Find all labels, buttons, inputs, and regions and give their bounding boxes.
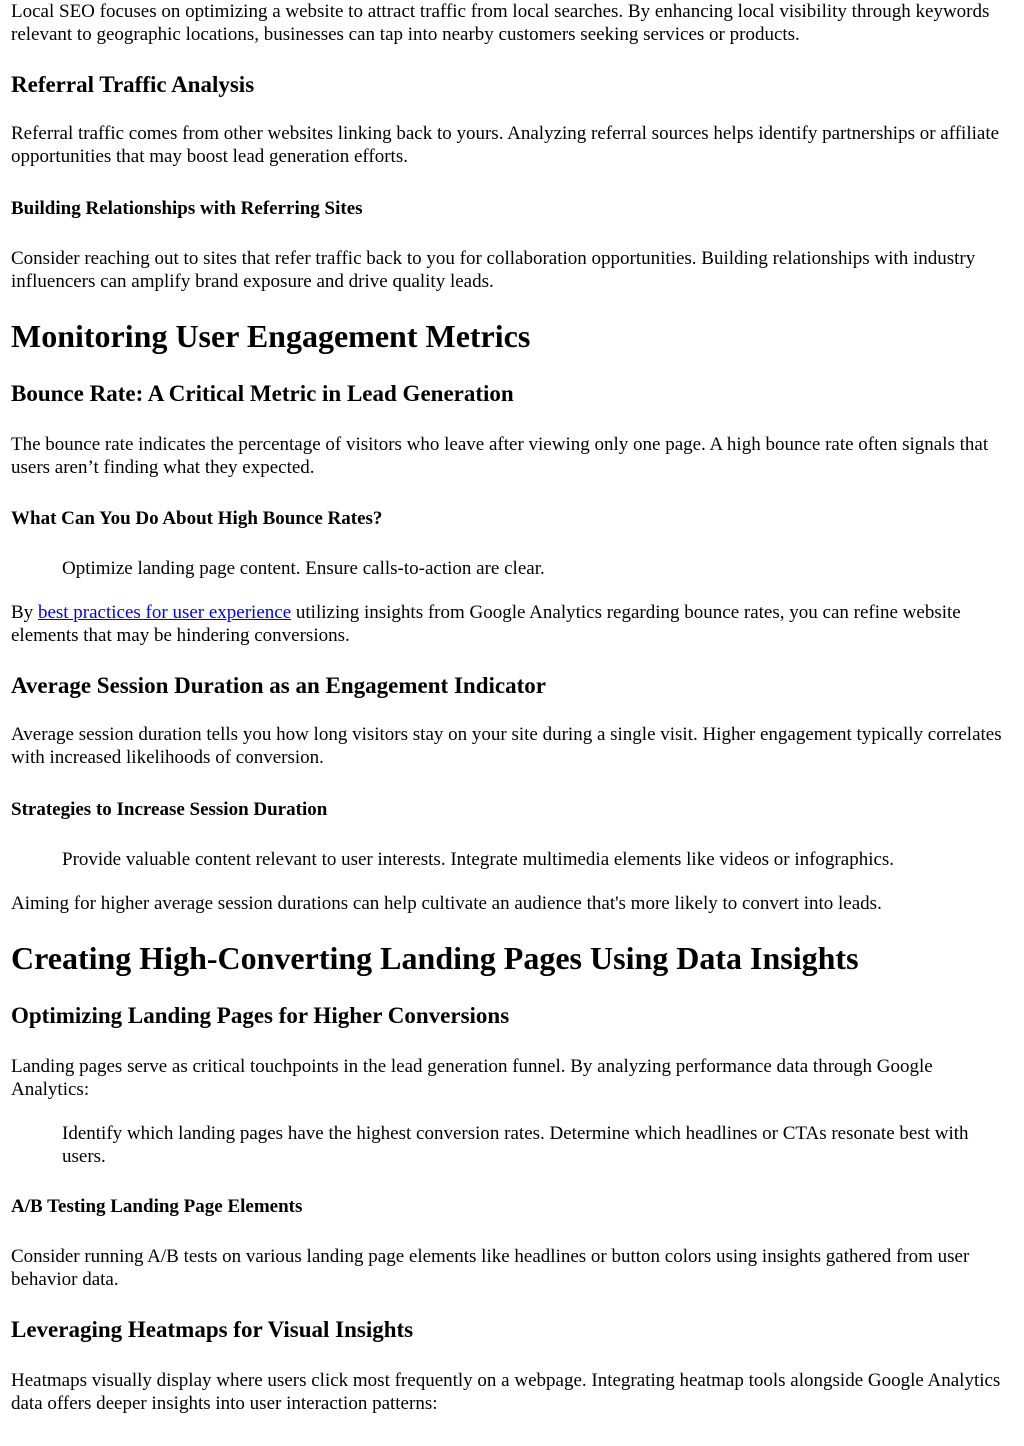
blockquote-bounce-tips: Optimize landing page content. Ensure calls-to-action are clear. xyxy=(62,558,545,579)
heading-user-engagement: Monitoring User Engagement Metrics xyxy=(11,318,531,354)
paragraph-landing-pages: Landing pages serve as critical touchpoints in the lead generation funnel. By analyzing performance data through Google Analytics: xyxy=(11,1056,933,1100)
paragraph-local-seo: Local SEO focuses on optimizing a website to attract traffic from local searches. By enhancing local visibility through keywords relevant to geographic locations, businesses can tap into nearby customers seeking services or products. xyxy=(11,1,990,45)
heading-session-duration: Average Session Duration as an Engagement Indicator xyxy=(11,673,546,698)
paragraph-aiming-higher: Aiming for higher average session durations can help cultivate an audience that's more likely to convert into leads. xyxy=(11,893,882,914)
heading-session-strategies: Strategies to Increase Session Duration xyxy=(11,799,328,820)
paragraph-building-relationships: Consider reaching out to sites that refer traffic back to you for collaboration opportunities. Building relationships with industry influencers can amplify brand exposure and drive quality leads. xyxy=(11,248,976,292)
paragraph-best-practices-suffix: utilizing insights from Google Analytics regarding bounce rates, you can refine website elements that may be hindering conversions. xyxy=(11,602,961,646)
paragraph-bounce-rate: The bounce rate indicates the percentage of visitors who leave after viewing only one page. A high bounce rate often signals that users aren’t finding what they expected. xyxy=(11,434,989,478)
paragraph-best-practices xyxy=(11,601,1013,647)
heading-referral-traffic: Referral Traffic Analysis xyxy=(11,72,255,97)
paragraph-session-duration: Average session duration tells you how long visitors stay on your site during a single visit. Higher engagement typically correlates with increased likelihoods of conversion. xyxy=(11,724,1002,768)
heading-landing-pages: Creating High-Converting Landing Pages Using Data Insights xyxy=(11,940,859,976)
heading-optimizing-landing-pages: Optimizing Landing Pages for Higher Conversions xyxy=(11,1003,510,1028)
paragraph-heatmaps: Heatmaps visually display where users click most frequently on a webpage. Integrating heatmap tools alongside Google Analytics data offers deeper insights into user interaction patterns: xyxy=(11,1370,1001,1414)
heading-heatmaps: Leveraging Heatmaps for Visual Insights xyxy=(11,1317,414,1342)
paragraph-ab-testing: Consider running A/B tests on various landing page elements like headlines or button colors using insights gathered from user behavior data. xyxy=(11,1246,970,1290)
blockquote-landing-tips: Identify which landing pages have the highest conversion rates. Determine which headlines or CTAs resonate best with users. xyxy=(62,1123,969,1167)
heading-bounce-rate: Bounce Rate: A Critical Metric in Lead Generation xyxy=(11,381,514,406)
heading-high-bounce-rates: What Can You Do About High Bounce Rates? xyxy=(11,508,383,529)
blockquote-session-tips: Provide valuable content relevant to user interests. Integrate multimedia elements like videos or infographics. xyxy=(62,849,895,870)
heading-building-relationships: Building Relationships with Referring Sites xyxy=(11,198,363,219)
paragraph-referral-traffic: Referral traffic comes from other websites linking back to yours. Analyzing referral sources helps identify partnerships or affiliate opportunities that may boost lead generation efforts. xyxy=(11,123,1000,167)
best-practices-link[interactable]: best practices for user experience xyxy=(37,602,292,623)
heading-ab-testing: A/B Testing Landing Page Elements xyxy=(11,1196,303,1217)
paragraph-best-practices-prefix: By xyxy=(11,602,38,623)
